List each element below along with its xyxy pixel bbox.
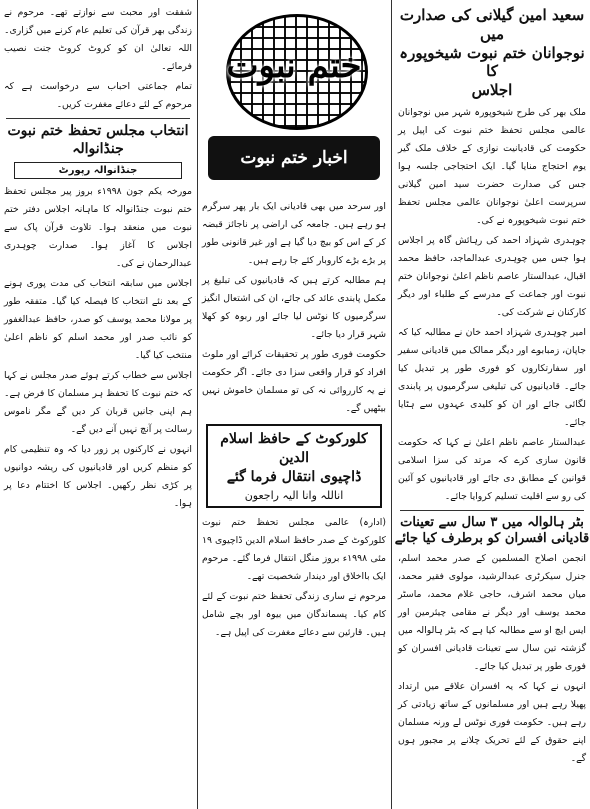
article-jandanwala-body <box>0 183 196 513</box>
column-divider <box>197 0 198 809</box>
article-paragraph: حکومت فوری طور پر تحقیقات کرائے اور ملوث افراد کو قرار واقعی سزا دی جائے۔ اگر حکومت نے یہ کارروائی نہ کی تو مسلمان خاموش نہیں بیٹھیں گے۔ <box>202 349 386 414</box>
article-paragraph: انہوں نے کہا کہ یہ افسران علاقے میں ارتداد پھیلا رہے ہیں اور مسلمانوں کے ساتھ زیادتی کر رہے ہیں۔ حکومت فوری نوٹس لے ورنہ مسلمان اپنے حقوق کے لئے تحریک چلانے پر مجبور ہوں گے۔ <box>398 681 586 765</box>
headline-gilani-3: اجلاس <box>471 81 513 99</box>
article-paragraph: ہم مطالبہ کرتے ہیں کہ قادیانیوں کی تبلیغ پر مکمل پابندی عائد کی جائے، ان کی اشتعال انگیز سرگرمیوں کا نوٹس لیا جائے اور ربوہ کو کھلا شہر قرار دیا جائے۔ <box>202 275 386 340</box>
article-paragraph: شفقت اور محبت سے نوازتے تھے۔ مرحوم نے زندگی بھر قرآن کی تعلیم عام کرنے میں گزاری۔ اللہ تعالیٰ ان کو کروٹ کروٹ جنت نصیب فرمائے۔ <box>4 7 192 72</box>
column-divider <box>391 0 392 809</box>
khatm-e-nubuwwat-logo <box>204 8 384 198</box>
report-label: جنڈانوالہ رپورٹ <box>14 162 182 179</box>
headline-butter-1: بٹر ہالوالہ میں ۳ سال سے تعینات <box>400 514 584 530</box>
obituary-body <box>198 514 390 642</box>
article-paragraph: مورخہ یکم جون ۱۹۹۸ء بروز پیر مجلس تحفظ ختم نبوت جنڈانوالہ کا ماہانہ اجلاس دفتر ختم نبوت میں منعقد ہوا۔ تلاوت قرآن پاک سے اجلاس کا آغاز ہوا۔ صدارت چوہدری عبدالرحمان نے کی۔ <box>4 186 192 269</box>
logo-ribbon: اخبار ختم نبوت <box>208 136 380 180</box>
article-paragraph: اجلاس سے خطاب کرتے ہوئے صدر مجلس نے کہا کہ ختم نبوت کا تحفظ ہر مسلمان کا فرض ہے۔ ہم اپنی جانیں قربان کر دیں گے مگر ناموس رسالت پر آنچ نہیں آنے دیں گے۔ <box>4 370 192 435</box>
article-paragraph: ملک بھر کی طرح شیخوپورہ شہر میں نوجوانان عالمی مجلس تحفظ ختم نبوت کی اپیل پر حکومت کی قادیانیت نوازی کے خلاف ملک گیر یوم احتجاج منایا گیا۔ ایک احتجاجی جلسہ ہوا جس کی صدارت حضرت سید امین گیلانی سرپرست اعلیٰ نوجوانان عالمی مجلس تحفظ ختم نبوت شیخوپورہ نے کی۔ <box>398 106 586 226</box>
middle-column <box>198 0 390 809</box>
right-column <box>394 0 590 809</box>
article-paragraph: چوہدری شہزاد احمد کی رہائش گاہ پر اجلاس ہوا جس میں چوہدری عبدالماجد، حافظ محمد اقبال، عبدالستار عاصم ناظم اعلیٰ نوجوانان ختم نبوت اور جماعت کے مدرسے کے طلباء اور دیگر کارکنان نے شرکت کی۔ <box>398 234 586 318</box>
divider <box>6 118 190 119</box>
article-paragraph: مرحوم نے ساری زندگی تحفظ ختم نبوت کے لئے کام کیا۔ پسماندگان میں بیوہ اور بچے شامل ہیں۔ قارئین سے دعائے مغفرت کی اپیل ہے۔ <box>202 590 386 638</box>
article-paragraph: عبدالستار عاصم ناظم اعلیٰ نے کہا کہ حکومت قانون سازی کرے کہ مرتد کی سزا اسلامی قوانین کے مطابق دی جائے اور قادیانیوں کو آئین کی رو سے اقلیت تسلیم کروایا جائے۔ <box>398 436 586 502</box>
headline-butter-2: قادیانی افسران کو برطرف کیا جائے <box>394 531 590 546</box>
article-left-top <box>0 4 196 114</box>
obituary-dua: اناللہ وانا الیہ راجعون <box>244 488 344 502</box>
divider <box>400 510 584 511</box>
article-paragraph: (ادارہ) عالمی مجلس تحفظ ختم نبوت کلورکوٹ کے صدر حافظ اسلام الدین ڈاچیوی ۱۹ مئی ۱۹۹۸ء بروز منگل انتقال فرما گئے۔ مرحوم ایک بااخلاق اور دیندار شخصیت تھے۔ <box>202 516 386 582</box>
article-middle-body <box>198 198 390 418</box>
obituary-headline-1: کلورکوٹ کے حافظ اسلام الدین <box>220 431 368 466</box>
obituary-headline-2: ڈاچیوی انتقال فرما گئے <box>226 468 362 485</box>
headline-jandanwala: انتخاب مجلس تحفظ ختم نبوت جنڈانوالہ <box>7 123 189 157</box>
obituary-box <box>206 424 382 508</box>
article-gilani-body <box>394 104 590 506</box>
article-paragraph: اجلاس میں سابقہ انتخاب کی مدت پوری ہونے کے بعد نئے انتخاب کا فیصلہ کیا گیا۔ متفقہ طور پر مولانا محمد یوسف کو صدر، حافظ عبدالغفور کو نائب صدر اور محمد اسلم کو ناظم اعلیٰ منتخب کیا گیا۔ <box>4 278 192 361</box>
headline-gilani-1: سعید امین گیلانی کی صدارت میں <box>399 6 585 43</box>
article-paragraph: تمام جماعتی احباب سے درخواست ہے کہ مرحوم کے لئے دعائے مغفرت کریں۔ <box>4 81 192 110</box>
article-paragraph: اور سرحد میں بھی قادیانی ایک بار پھر سرگرم ہو رہے ہیں۔ جامعہ کی اراضی پر ناجائز قبضہ کر کے اس کو بیچ دیا گیا ہے اور غیر قانونی طور پر بڑے بڑے کاروبار کئے جا رہے ہیں۔ <box>202 201 386 266</box>
logo-title: ختم نبوت <box>226 46 362 86</box>
article-paragraph: انجمن اصلاح المسلمین کے صدر محمد اسلم، جنرل سیکرٹری عبدالرشید، مولوی فقیر محمد، میاں محمد اشرف، حاجی غلام محمد، ماسٹر محمد یوسف اور دیگر نے مقامی چیئرمین اور ایس ایچ او سے مطالبہ کیا ہے کہ بٹر ہالوالہ میں گزشتہ تین سال سے تعینات قادیانی افسران کو فوری طور پر تبدیل کیا جائے۔ <box>398 553 586 673</box>
headline-gilani-2: نوجوانان ختم نبوت شیخوپورہ کا <box>399 43 585 81</box>
article-paragraph: امیر چوہدری شہزاد احمد خان نے مطالبہ کیا کہ جاپان، زمبابوے اور دیگر ممالک میں قادیانی سفیر اور سفارتکاروں کو فوری طور پر تبدیل کیا جائے۔ قادیانیوں کی تبلیغی سرگرمیوں پر پابندی لگائی جائے اور ان کو کلیدی عہدوں سے ہٹایا جائے۔ <box>398 326 586 428</box>
left-column <box>0 0 196 809</box>
article-butter-body <box>394 550 590 768</box>
article-paragraph: انہوں نے کارکنوں پر زور دیا کہ وہ تنظیمی کام کو منظم کریں اور قادیانیوں کی ریشہ دوانیوں پر کڑی نظر رکھیں۔ اجلاس کا اختتام دعا پر ہوا۔ <box>4 444 192 509</box>
